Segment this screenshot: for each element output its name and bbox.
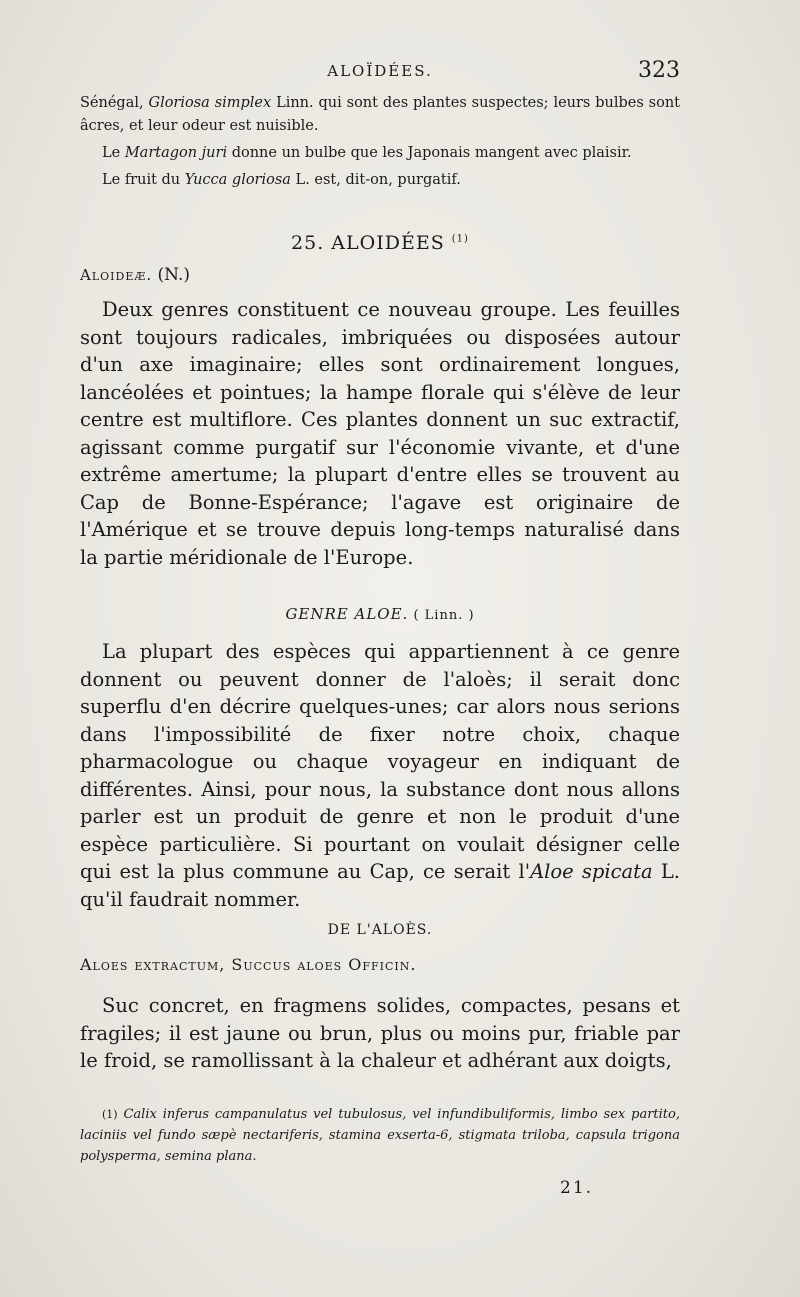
section-note-mark: (1) [451, 233, 469, 245]
intro-paragraph-2: Le Martagon juri donne un bulbe que les Japonais mangent avec plaisir. [102, 145, 632, 161]
drug-title: DE L'ALOÈS. [327, 922, 433, 938]
page-number: 323 [638, 58, 680, 83]
genus-heading [80, 605, 680, 623]
intro-paragraph-1: Sénégal, Gloriosa simplex Linn. qui sont des plantes suspectes; leurs bulbes sont âcres, et leur odeur est nuisible. [80, 95, 681, 134]
body-paragraph-3: Suc concret, en fragmens solides, compactes, pesans et fragiles; il est jaune ou brun, plus ou moins pur, friable par le froid, se ramollissant à la chaleur et adhérant aux doigts, [80, 994, 680, 1072]
drug-block [80, 992, 680, 1075]
running-title: ALOÏDÉES. [327, 62, 433, 80]
running-head [80, 58, 680, 86]
drug-latin-line [80, 955, 680, 974]
drug-heading [80, 922, 680, 938]
footnote-block [80, 1104, 680, 1167]
intro-paragraph-3: Le fruit du Yucca gloriosa L. est, dit-on, purgatif. [102, 172, 461, 188]
family-name-line [80, 265, 680, 285]
body-paragraph-2: La plupart des espèces qui appartiennent à ce genre donnent ou peuvent donner de l'aloès; il serait donc superflu d'en décrire quelques-unes; car alors nous serions dans l'impossibilité de fixer notre choix, chaque pharmacologue ou chaque voyageur en indiquant de différentes. Ainsi, pour nous, la substance dont nous allons parler est un produit de genre et non le produit d'une espèce particulière. Si pourtant on voulait désigner celle qui est la plus commune au Cap, ce serait l'Aloe spicata L. qu'il faudrait nommer. [80, 640, 680, 911]
genus-title: GENRE ALOE. ( Linn. ) [285, 605, 475, 623]
section-title: 25. ALOIDÉES $^{(1)}$ [291, 232, 469, 254]
genus-block [80, 638, 680, 913]
drug-latin-name: Aloes extractum, Succus aloes Officin. [80, 955, 417, 974]
body-paragraph-1: Deux genres constituent ce nouveau groupe. Les feuilles sont toujours radicales, imbriquées ou disposées autour d'un axe imaginaire; elles sont ordinairement longues, lancéolées et pointues; la hampe florale qui s'élève de leur centre est multiflore. Ces plantes donnent un suc extractif, agissant comme purgatif sur l'économie vivante, et d'une extrême amertume; la plupart d'entre elles se trouvent au Cap de Bonne-Espérance; l'agave est originaire de l'Amérique et se trouve depuis long-temps naturalisé dans la partie méridionale de l'Europe. [80, 298, 680, 569]
main-block [80, 296, 680, 571]
footnote: (1) Calix inferus campanulatus vel tubulosus, vel infundibuliformis, limbo sex partito, laciniis vel fundo sæpè nectariferis, stamina exserta-6, stigmata triloba, capsula trigona polysperma, semina plana. [80, 1107, 680, 1164]
section-heading [80, 232, 680, 254]
intro-block [80, 92, 680, 192]
signature-mark: 21. [560, 1178, 594, 1198]
footnote-mark: (1) [102, 1108, 118, 1121]
family-latin-name: Aloideæ. (N.) [80, 265, 191, 285]
